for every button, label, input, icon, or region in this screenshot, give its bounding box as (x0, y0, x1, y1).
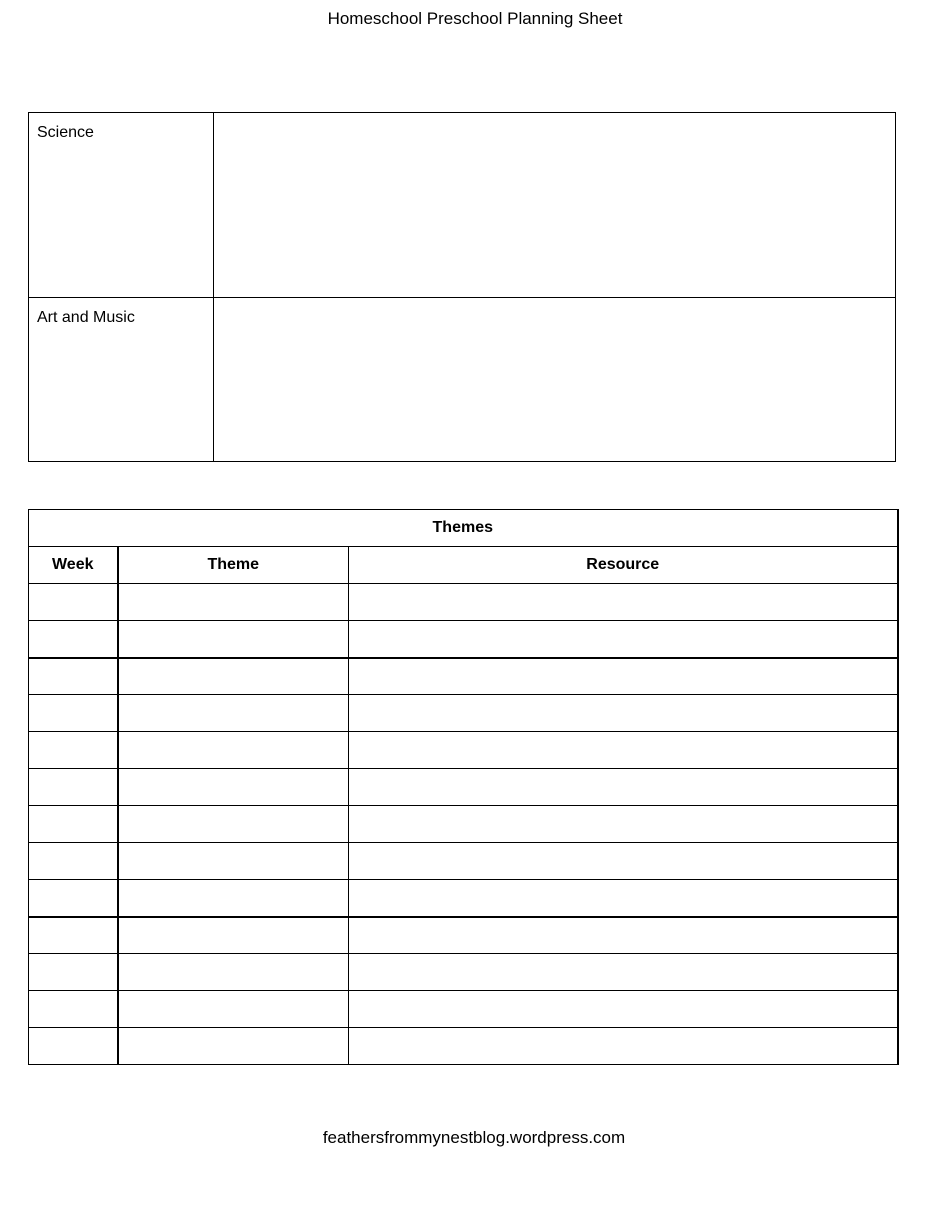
subject-notes-science[interactable] (214, 113, 896, 298)
table-row (29, 806, 898, 843)
themes-title-row (29, 510, 898, 547)
resource-cell[interactable] (349, 917, 898, 954)
table-row (29, 843, 898, 880)
themes-table-title: Themes (29, 510, 898, 547)
week-cell[interactable] (29, 843, 118, 880)
resource-cell[interactable] (349, 695, 898, 732)
subject-row-science (29, 113, 896, 298)
theme-cell[interactable] (118, 880, 349, 917)
week-cell[interactable] (29, 954, 118, 991)
column-header-week: Week (29, 547, 118, 584)
page-title: Homeschool Preschool Planning Sheet (327, 9, 623, 28)
subject-row-art-and-music (29, 298, 896, 462)
subject-label-science: Science (29, 113, 214, 298)
table-row (29, 769, 898, 806)
theme-cell[interactable] (118, 695, 349, 732)
week-cell[interactable] (29, 695, 118, 732)
week-cell[interactable] (29, 769, 118, 806)
table-row (29, 917, 898, 954)
theme-cell[interactable] (118, 806, 349, 843)
week-cell[interactable] (29, 991, 118, 1028)
theme-cell[interactable] (118, 769, 349, 806)
week-cell[interactable] (29, 880, 118, 917)
resource-cell[interactable] (349, 769, 898, 806)
subject-notes-art-and-music[interactable] (214, 298, 896, 462)
theme-cell[interactable] (118, 621, 349, 658)
subject-label-art-and-music: Art and Music (29, 298, 214, 462)
theme-cell[interactable] (118, 732, 349, 769)
column-header-resource: Resource (349, 547, 898, 584)
week-cell[interactable] (29, 658, 118, 695)
theme-cell[interactable] (118, 991, 349, 1028)
table-row (29, 880, 898, 917)
week-cell[interactable] (29, 917, 118, 954)
table-row (29, 954, 898, 991)
table-row (29, 621, 898, 658)
theme-cell[interactable] (118, 843, 349, 880)
theme-cell[interactable] (118, 1028, 349, 1065)
theme-cell[interactable] (118, 954, 349, 991)
resource-cell[interactable] (349, 880, 898, 917)
resource-cell[interactable] (349, 1028, 898, 1065)
table-row (29, 732, 898, 769)
table-row (29, 1028, 898, 1065)
week-cell[interactable] (29, 621, 118, 658)
week-cell[interactable] (29, 806, 118, 843)
table-row (29, 695, 898, 732)
resource-cell[interactable] (349, 806, 898, 843)
resource-cell[interactable] (349, 621, 898, 658)
themes-header-row (29, 547, 898, 584)
week-cell[interactable] (29, 732, 118, 769)
theme-cell[interactable] (118, 658, 349, 695)
resource-cell[interactable] (349, 584, 898, 621)
resource-cell[interactable] (349, 732, 898, 769)
table-row (29, 658, 898, 695)
resource-cell[interactable] (349, 843, 898, 880)
themes-table (28, 509, 899, 1065)
resource-cell[interactable] (349, 658, 898, 695)
theme-cell[interactable] (118, 584, 349, 621)
resource-cell[interactable] (349, 991, 898, 1028)
theme-cell[interactable] (118, 917, 349, 954)
subjects-table (28, 112, 896, 462)
table-row (29, 991, 898, 1028)
column-header-theme: Theme (118, 547, 349, 584)
resource-cell[interactable] (349, 954, 898, 991)
week-cell[interactable] (29, 1028, 118, 1065)
footer-url: feathersfrommynestblog.wordpress.com (322, 1128, 626, 1147)
table-row (29, 584, 898, 621)
week-cell[interactable] (29, 584, 118, 621)
